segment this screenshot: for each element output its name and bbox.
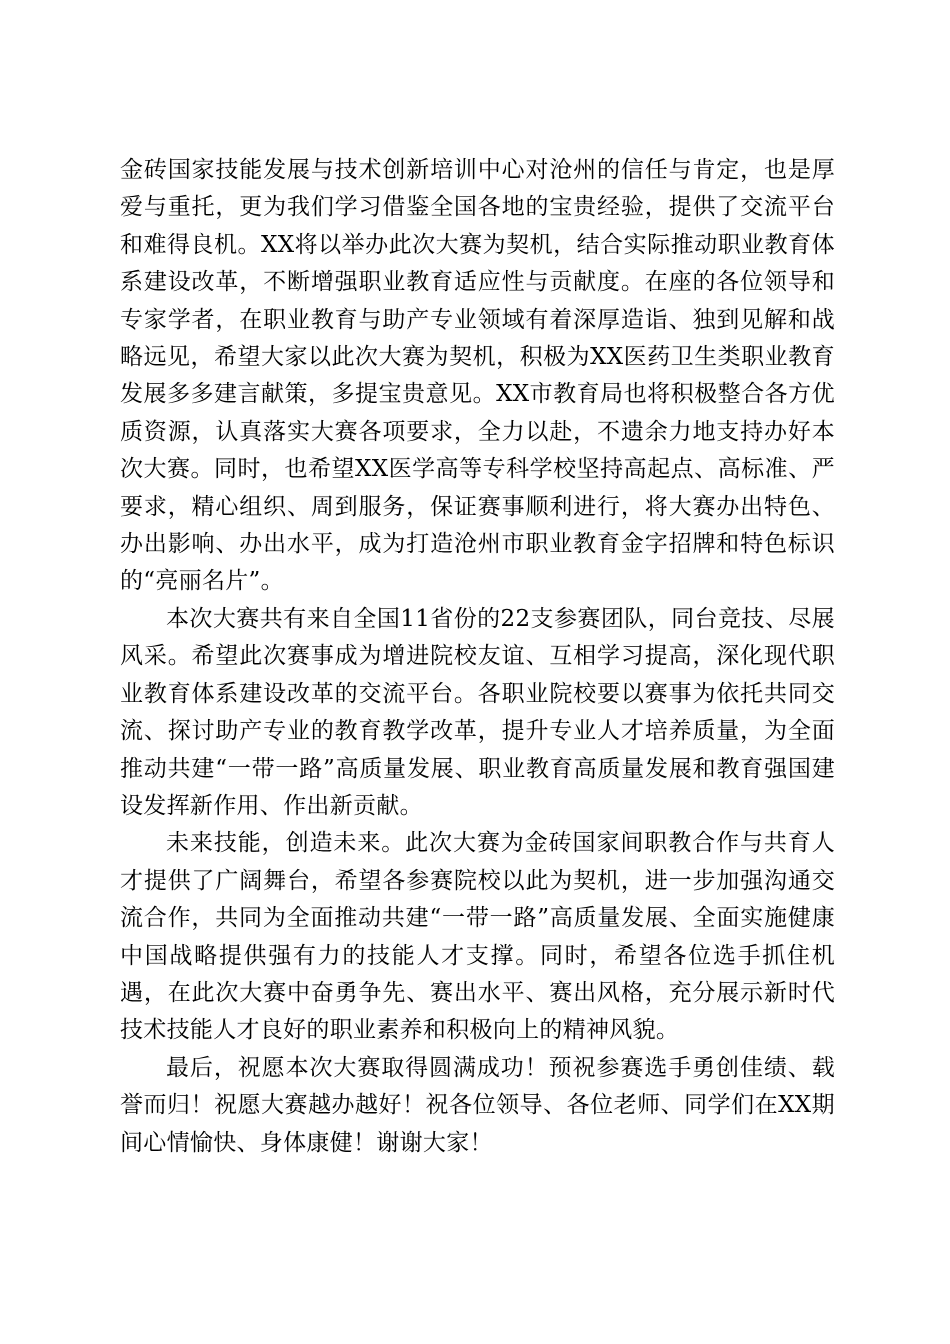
paragraph-continuation: 金砖国家技能发展与技术创新培训中心对沧州的信任与肯定，也是厚爱与重托，更为我们学习借鉴全国各地的宝贵经验，提供了交流平台和难得良机。XX将以举办此次大赛为契机，结合实际推动职业教育体系建设改革，不断增强职业教育适应性与贡献度。在座的各位领导和专家学者，在职业教育与助产专业领域有着深厚造诣、独到见解和战略远见，希望大家以此次大赛为契机，积极为XX医药卫生类职业教育发展多多建言献策，多提宝贵意见。XX市教育局也将积极整合各方优质资源，认真落实大赛各项要求，全力以赴，不遗余力地支持办好本次大赛。同时，也希望XX医学高等专科学校坚持高起点、高标准、严要求，精心组织、周到服务，保证赛事顺利进行，将大赛办出特色、办出影响、办出水平，成为打造沧州市职业教育金字招牌和特色标识的“亮丽名片”。 <box>120 157 835 595</box>
document-body <box>120 152 835 1162</box>
paragraph: 本次大赛共有来自全国11省份的22支参赛团队，同台竞技、尽展风采。希望此次赛事成为增进院校友谊、互相学习提高，深化现代职业教育体系建设改革的交流平台。各职业院校要以赛事为依托共同交流、探讨助产专业的教育教学改革，提升专业人才培养质量，为全面推动共建“一带一路”高质量发展、职业教育高质量发展和教育强国建设发挥新作用、作出新贡献。 <box>120 605 835 819</box>
paragraph: 未来技能，创造未来。此次大赛为金砖国家间职教合作与共育人才提供了广阔舞台，希望各参赛院校以此为契机，进一步加强沟通交流合作，共同为全面推动共建“一带一路”高质量发展、全面实施健康中国战略提供强有力的技能人才支撑。同时，希望各位选手抓住机遇，在此次大赛中奋勇争先、赛出水平、赛出风格，充分展示新时代技术技能人才良好的职业素养和积极向上的精神风貌。 <box>120 830 835 1044</box>
paragraph: 最后，祝愿本次大赛取得圆满成功！预祝参赛选手勇创佳绩、载誉而归！祝愿大赛越办越好！祝各位领导、各位老师、同学们在XX期间心情愉快、身体康健！谢谢大家！ <box>120 1054 835 1156</box>
